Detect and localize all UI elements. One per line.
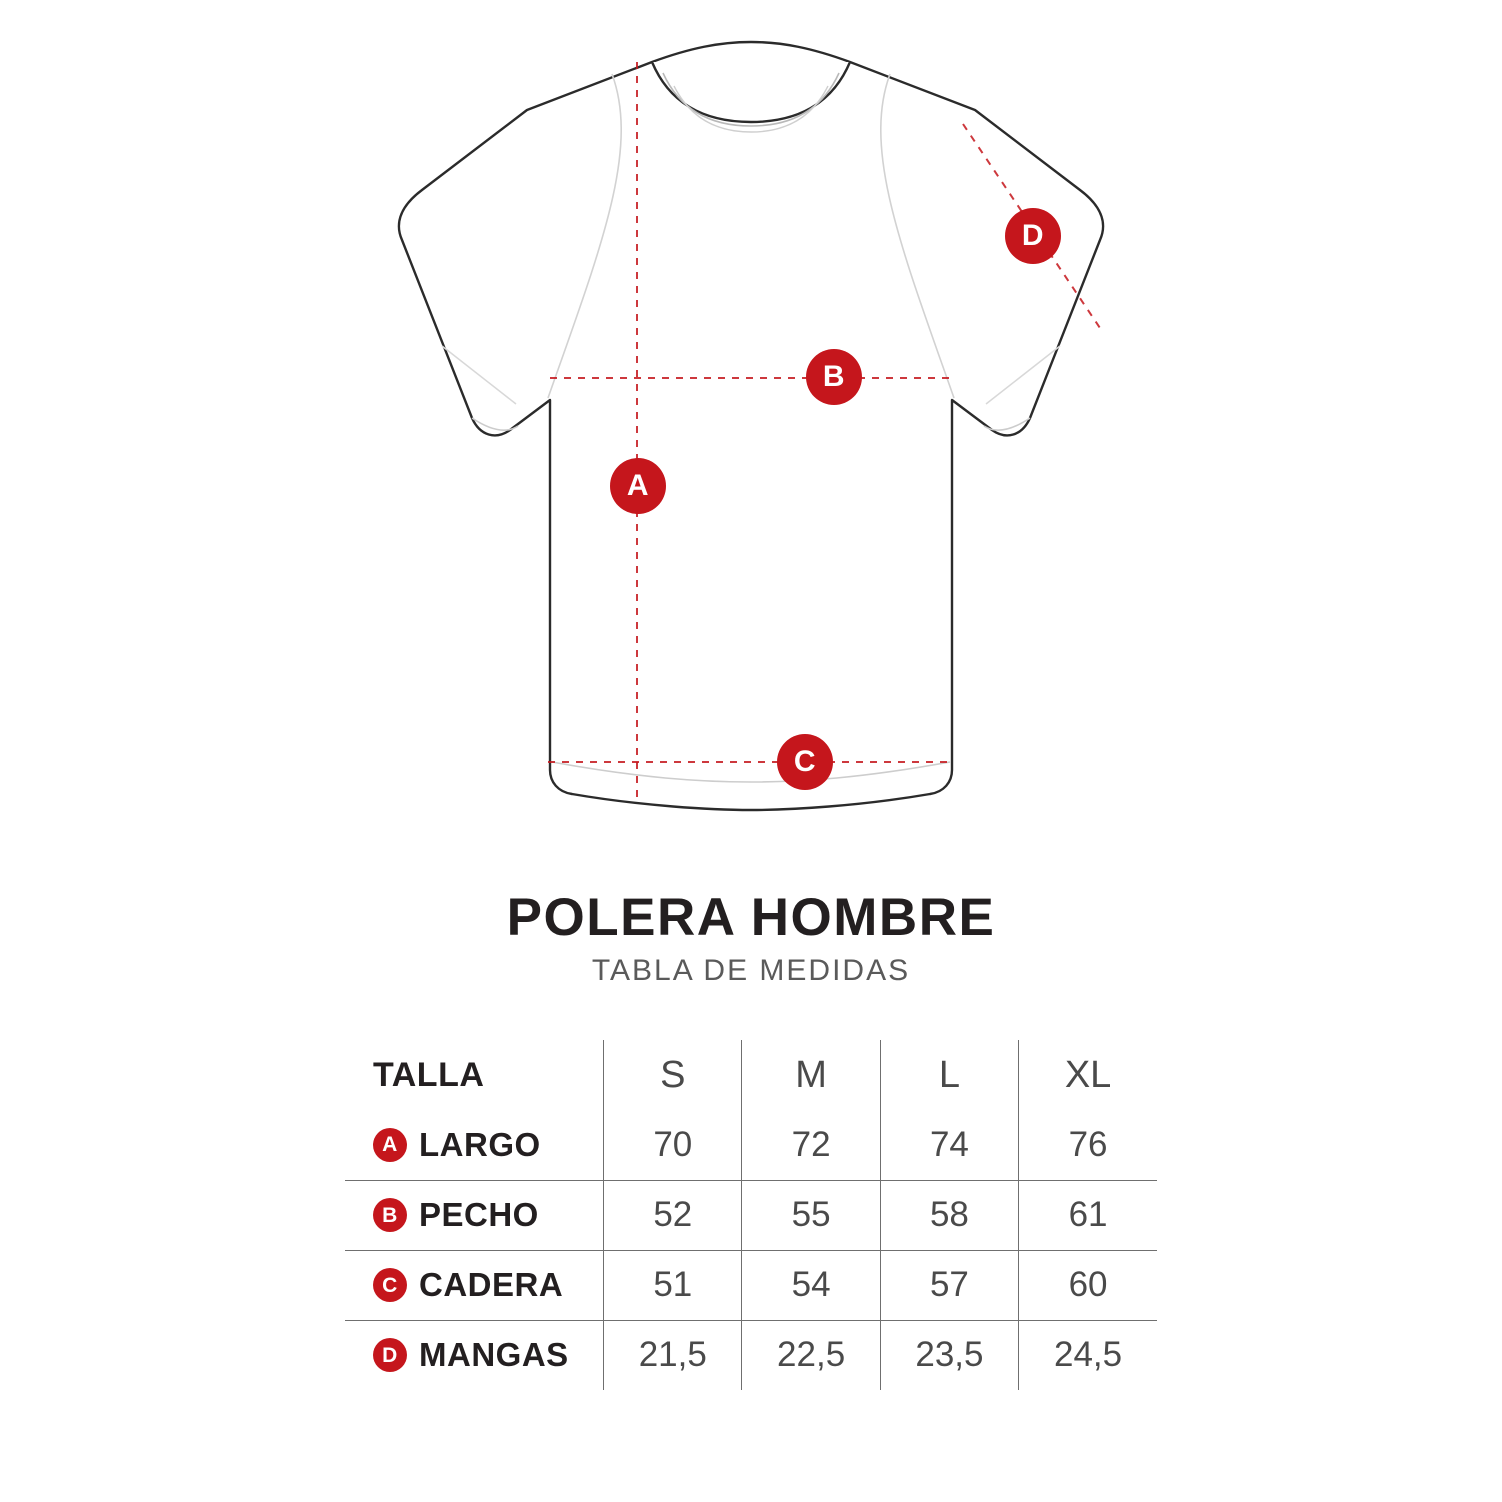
cell-largo-l: 74 (880, 1110, 1018, 1180)
marker-a: A (610, 458, 666, 514)
cell-mangas-xl: 24,5 (1019, 1320, 1157, 1390)
badge-a-icon: A (373, 1128, 407, 1162)
cell-pecho-m: 55 (742, 1180, 880, 1250)
table-row (345, 1180, 1157, 1250)
table-row (345, 1250, 1157, 1320)
badge-d-icon: D (373, 1338, 407, 1372)
marker-d: D (1005, 208, 1061, 264)
table-row (345, 1110, 1157, 1180)
row-label-text: LARGO (419, 1125, 541, 1163)
cell-mangas-l: 23,5 (880, 1320, 1018, 1390)
row-label-cadera (345, 1250, 604, 1320)
cell-largo-m: 72 (742, 1110, 880, 1180)
cell-cadera-xl: 60 (1019, 1250, 1157, 1320)
title-block (0, 890, 1502, 988)
badge-c-icon: C (373, 1268, 407, 1302)
column-header-m: M (742, 1040, 880, 1110)
cell-pecho-xl: 61 (1019, 1180, 1157, 1250)
marker-b: B (806, 349, 862, 405)
column-header-l: L (880, 1040, 1018, 1110)
row-label-mangas (345, 1320, 604, 1390)
table-row (345, 1320, 1157, 1390)
cell-cadera-s: 51 (604, 1250, 742, 1320)
row-label-largo (345, 1110, 604, 1180)
cell-pecho-l: 58 (880, 1180, 1018, 1250)
marker-c: C (777, 734, 833, 790)
cell-mangas-m: 22,5 (742, 1320, 880, 1390)
row-label-text: PECHO (419, 1196, 539, 1233)
cell-largo-s: 70 (604, 1110, 742, 1180)
cell-cadera-m: 54 (742, 1250, 880, 1320)
cell-pecho-s: 52 (604, 1180, 742, 1250)
cell-cadera-l: 57 (880, 1250, 1018, 1320)
column-header-xl: XL (1019, 1040, 1157, 1110)
row-label-text: CADERA (419, 1266, 564, 1303)
column-header-s: S (604, 1040, 742, 1110)
page-subtitle: TABLA DE MEDIDAS (591, 953, 911, 987)
size-chart-table (345, 1040, 1157, 1390)
table-header-row (345, 1040, 1157, 1110)
row-label-pecho (345, 1180, 604, 1250)
row-label-text: MANGAS (419, 1336, 569, 1374)
badge-b-icon: B (373, 1198, 407, 1232)
cell-largo-xl: 76 (1019, 1110, 1157, 1180)
page-title: POLERA HOMBRE (506, 888, 996, 947)
cell-mangas-s: 21,5 (604, 1320, 742, 1390)
column-header-talla: TALLA (345, 1040, 604, 1110)
